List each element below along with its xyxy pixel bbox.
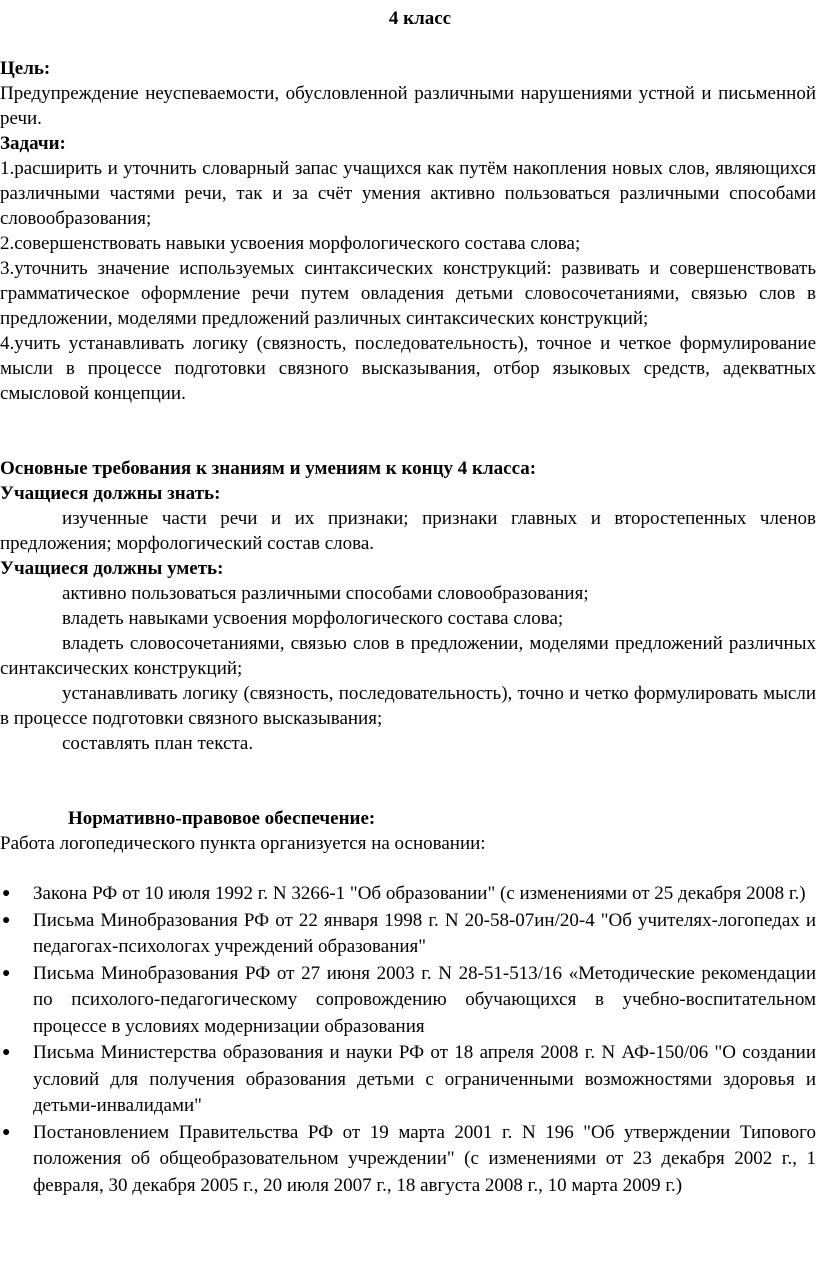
can-heading: Учащиеся должны уметь:	[0, 558, 224, 579]
bullet-icon: ●	[2, 886, 11, 901]
can-item-3: владеть словосочетаниями, связью слов в предложении, моделями предложений различных синтаксических конструкций;	[0, 633, 816, 679]
normative-list	[0, 881, 816, 1199]
can-item-4: устанавливать логику (связность, последовательность), точно и четко формулировать мысли в процессе подготовки связного высказывания;	[0, 683, 816, 729]
bullet-icon: ●	[2, 1124, 11, 1140]
can-item-5: составлять план текста.	[62, 733, 254, 754]
can-item-2: владеть навыками усвоения морфологического состава слова;	[62, 608, 564, 629]
can-item-1: активно пользоваться различными способами словообразования;	[62, 583, 589, 604]
spacer	[0, 856, 816, 881]
task-item-2: 2.совершенствовать навыки усвоения морфологического состава слова;	[0, 233, 581, 254]
bullet-icon: ●	[2, 965, 11, 981]
spacer	[0, 406, 816, 456]
list-item-text: Письма Минобразования РФ от 22 января 1998 г. N 20-58-07ин/20-4 "Об учителях-логопедах и педагогах-психологах учреждений образования"	[33, 909, 816, 957]
list-item	[0, 1040, 816, 1120]
tasks-heading: Задачи:	[0, 133, 66, 154]
goal-text: Предупреждение неуспеваемости, обусловленной различными нарушениями устной и письменной речи.	[0, 83, 816, 129]
list-item-text: Постановлением Правительства РФ от 19 марта 2001 г. N 196 "Об утверждении Типового положения об общеобразовательном учреждении" (с изменениями от 23 декабря 2002 г., 1 февраля, 30 декабря 2005 г., 20 июля 2007 г., 18 августа 2008 г., 10 марта 2009 г.)	[33, 1121, 816, 1196]
page-title: 4 класс	[388, 8, 452, 29]
spacer	[0, 756, 816, 806]
list-item-text: Закона РФ от 10 июля 1992 г. N 3266-1 "Об образовании" (с изменениями от 25 декабря 2008 г.)	[33, 883, 806, 904]
list-item-text: Письма Министерства образования и науки РФ от 18 апреля 2008 г. N АФ-150/06 "О создании условий для получения образования детьми с ограниченными возможностями здоровья и детьми-инвалидами"	[33, 1042, 816, 1116]
task-item-3: 3.уточнить значение используемых синтаксических конструкций: развивать и совершенствовать грамматическое оформление речи путем овладения детьми словосочетаниями, связью слов в предложении, моделями предложений различных синтаксических конструкций;	[0, 258, 816, 329]
list-item	[0, 1120, 816, 1200]
normative-heading: Нормативно-правовое обеспечение:	[68, 808, 376, 829]
bullet-icon: ●	[2, 912, 11, 928]
task-item-1: 1.расширить и уточнить словарный запас учащихся как путём накопления новых слов, являющихся различными частями речи, так и за счёт умения активно пользоваться различными способами словообразования;	[0, 158, 816, 229]
document-page	[0, 6, 816, 1199]
know-heading: Учащиеся должны знать:	[0, 483, 221, 504]
list-item	[0, 961, 816, 1041]
task-item-4: 4.учить устанавливать логику (связность, последовательность), точное и четкое формулирование мысли в процессе подготовки связного высказывания, отбор языковых средств, адекватных смысловой концепции.	[0, 333, 816, 404]
bullet-icon: ●	[2, 1045, 11, 1060]
spacer	[0, 31, 816, 56]
know-item: изученные части речи и их признаки; признаки главных и второстепенных членов предложения; морфологический состав слова.	[0, 508, 816, 554]
list-item-text: Письма Минобразования РФ от 27 июня 2003 г. N 28-51-513/16 «Методические рекомендации по психолого-педагогическому сопровождению обучающихся в учебно-воспитательном процессе в условиях модернизации образования	[33, 962, 816, 1037]
requirements-heading: Основные требования к знаниям и умениям к концу 4 класса:	[0, 458, 537, 479]
goal-heading: Цель:	[0, 58, 51, 79]
list-item	[0, 908, 816, 961]
list-item	[0, 881, 816, 908]
normative-intro: Работа логопедического пункта организуется на основании:	[0, 833, 486, 854]
